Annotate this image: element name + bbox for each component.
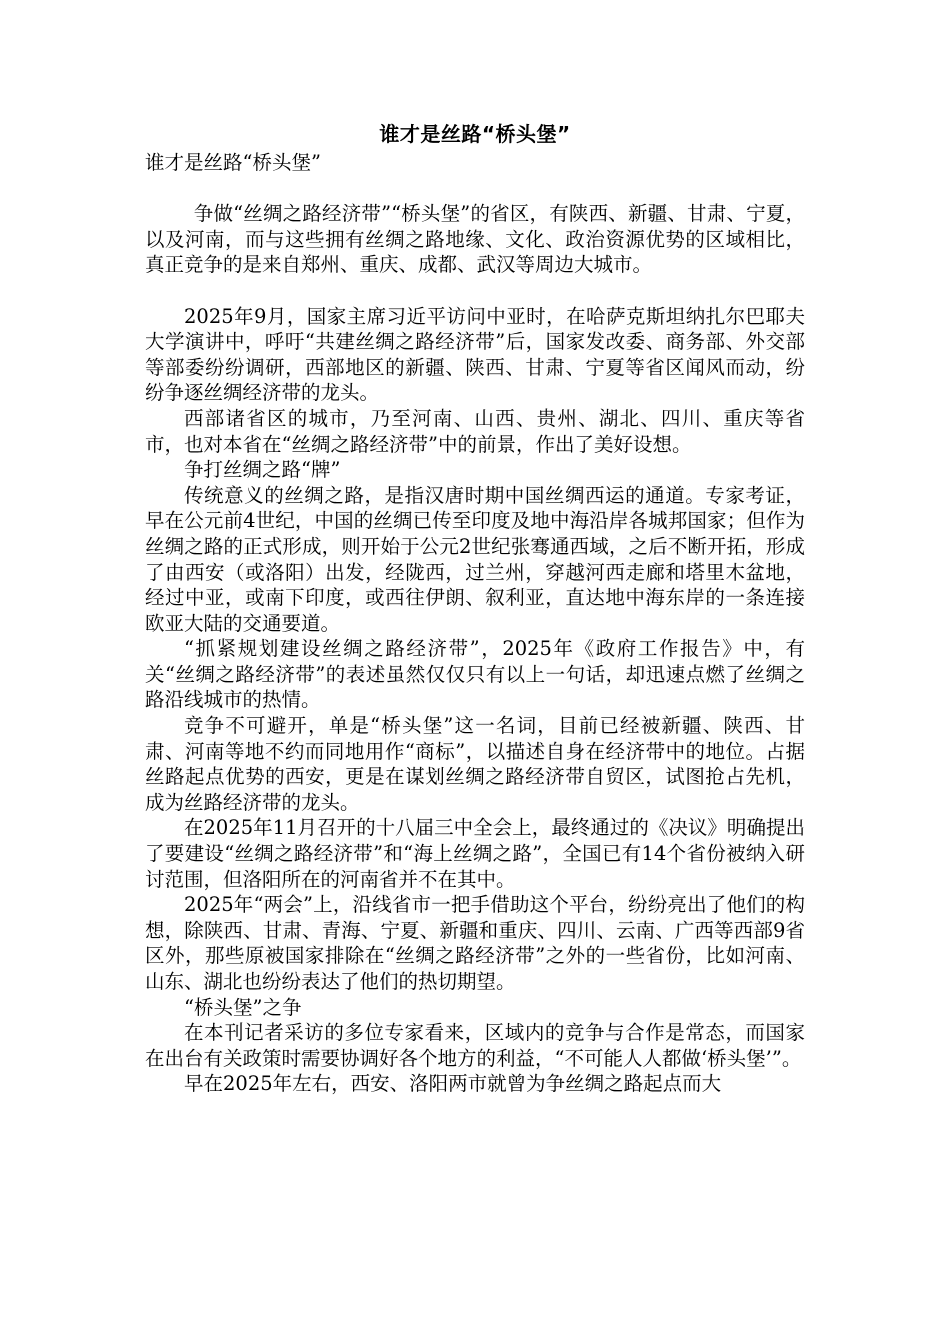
section-heading: 争打丝绸之路“牌” <box>184 458 341 482</box>
paragraph: 西部诸省区的城市，乃至河南、山西、贵州、湖北、四川、重庆等省市，也对本省在“丝绸之路经济带”中的前景，作出了美好设想。 <box>145 406 805 456</box>
paragraph: “抓紧规划建设丝绸之路经济带”，2025年《政府工作报告》中，有关“丝绸之路经济带”的表述虽然仅仅只有以上一句话，却迅速点燃了丝绸之路沿线城市的热情。 <box>145 637 805 712</box>
document-body <box>145 150 805 1097</box>
paragraph: 早在2025年左右，西安、洛阳两市就曾为争丝绸之路起点而大 <box>184 1072 722 1096</box>
paragraph: 传统意义的丝绸之路，是指汉唐时期中国丝绸西运的通道。专家考证，早在公元前4世纪，中国的丝绸已传至印度及地中海沿岸各城邦国家；但作为丝绸之路的正式形成，则开始于公元2世纪张骞通西域，之后不断开拓，形成了由西安（或洛阳）出发，经陇西，过兰州，穿越河西走廊和塔里木盆地，经过中亚，或南下印度，或西往伊朗、叙利亚，直达地中海东岸的一条连接欧亚大陆的交通要道。 <box>145 483 805 635</box>
blank-line <box>145 176 805 202</box>
section-heading: “桥头堡”之争 <box>184 995 302 1019</box>
paragraph: 竞争不可避开，单是“桥头堡”这一名词，目前已经被新疆、陕西、甘肃、河南等地不约而同地用作“商标”，以描述自身在经济带中的地位。占据丝路起点优势的西安，更是在谋划丝绸之路经济带自贸区，试图抢占先机，成为丝路经济带的龙头。 <box>145 714 805 814</box>
document-subtitle: 谁才是丝路“桥头堡” <box>145 151 321 174</box>
paragraph: 2025年9月，国家主席习近平访问中亚时，在哈萨克斯坦纳扎尔巴耶夫大学演讲中，呼吁“共建丝绸之路经济带”后，国家发改委、商务部、外交部等部委纷纷调研，西部地区的新疆、陕西、甘肃、宁夏等省区闻风而动，纷纷争逐丝绸经济带的龙头。 <box>145 304 805 405</box>
document-title: 谁才是丝路“桥头堡” <box>379 122 571 146</box>
paragraph: 2025年“两会”上，沿线省市一把手借助这个平台，纷纷亮出了他们的构想，除陕西、甘肃、青海、宁夏、新疆和重庆、四川、云南、广西等西部9省区外，那些原被国家排除在“丝绸之路经济带”之外的一些省份，比如河南、山东、湖北也纷纷表达了他们的热切期望。 <box>145 893 805 993</box>
paragraph: 争做“丝绸之路经济带”“桥头堡”的省区，有陕西、新疆、甘肃、宁夏，以及河南，而与这些拥有丝绸之路地缘、文化、政治资源优势的区域相比，真正竞争的是来自郑州、重庆、成都、武汉等周边大城市。 <box>145 202 805 277</box>
blank-line <box>145 278 805 304</box>
paragraph: 在本刊记者采访的多位专家看来，区域内的竞争与合作是常态，而国家在出台有关政策时需要协调好各个地方的利益，“不可能人人都做‘桥头堡’”。 <box>145 1021 805 1070</box>
paragraph: 在2025年11月召开的十八届三中全会上，最终通过的《决议》明确提出了要建设“丝绸之路经济带”和“海上丝绸之路”，全国已有14个省份被纳入研讨范围，但洛阳所在的河南省并不在其中。 <box>145 816 805 891</box>
